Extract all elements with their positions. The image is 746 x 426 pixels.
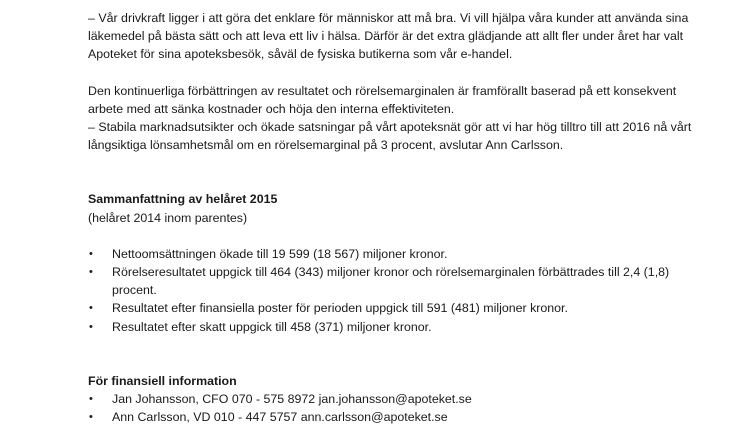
- bullet-icon: •: [89, 302, 93, 315]
- intro-paragraph-1: – Vår drivkraft ligger i att göra det enklare för människor att må bra. Vi vill hjälpa våra kunder att använda sina läkemedel på bästa sätt och att leva ett liv i hälsa. Därför är det extra glädjande att allt fler under året har valt Apoteket för sina apoteksbesök, såväl de fysiska butikerna som vår e-handel.: [88, 11, 689, 62]
- list-item: [88, 299, 708, 317]
- contact-name: Jan Johansson, CFO 070 - 575 8972: [112, 392, 316, 407]
- spacer: [88, 64, 708, 82]
- summary-heading: Sammanfattning av helåret 2015: [88, 192, 278, 207]
- summary-bullet-text: Resultatet efter finansiella poster för perioden uppgick till 591 (481) miljoner kronor.: [112, 301, 568, 316]
- intro-paragraph-2: Den kontinuerliga förbättringen av resultatet och rörelsemarginalen är framförallt baserad på ett konsekvent arbete med att sänka kostnader och höja den interna effektiviteten.: [88, 83, 677, 116]
- list-item: [88, 263, 708, 299]
- bullet-icon: •: [89, 320, 93, 333]
- summary-bullet-text: Rörelseresultatet uppgick till 464 (343) miljoner kronor och rörelsemarginalen förbättrades till 2,4 (1,8) procent.: [112, 265, 670, 298]
- spacer: [88, 227, 708, 245]
- contacts-list: [88, 390, 708, 426]
- bullet-icon: •: [89, 411, 93, 424]
- spacer: [88, 336, 708, 372]
- summary-bullet-list: [88, 245, 708, 336]
- bullet-icon: •: [89, 393, 93, 406]
- contact-email-link[interactable]: ann.carlsson@apoteket.se: [300, 410, 448, 425]
- summary-subheading: (helåret 2014 inom parentes): [88, 210, 248, 225]
- list-item: [88, 318, 708, 336]
- summary-bullet-text: Resultatet efter skatt uppgick till 458 (371) miljoner kronor.: [112, 319, 432, 334]
- intro-paragraph-3: – Stabila marknadsutsikter och ökade satsningar på vårt apoteksnät gör att vi har hög tilltro till att 2016 nå vårt långsiktiga lönsamhetsmål om en rörelsemarginal på 3 procent, avslutar Ann Carlsson.: [88, 120, 692, 153]
- contact-email-link[interactable]: jan.johansson@apoteket.se: [318, 392, 472, 407]
- bullet-icon: •: [89, 266, 93, 279]
- contacts-heading: För finansiell information: [88, 373, 237, 388]
- document-page: [88, 9, 708, 426]
- list-item: [88, 390, 708, 408]
- bullet-icon: •: [89, 247, 93, 260]
- list-item: [88, 245, 708, 263]
- list-item: [88, 408, 708, 426]
- contact-name: Ann Carlsson, VD 010 - 447 5757: [112, 410, 298, 425]
- summary-bullet-text: Nettoomsättningen ökade till 19 599 (18 567) miljoner kronor.: [112, 246, 448, 261]
- spacer: [88, 154, 708, 190]
